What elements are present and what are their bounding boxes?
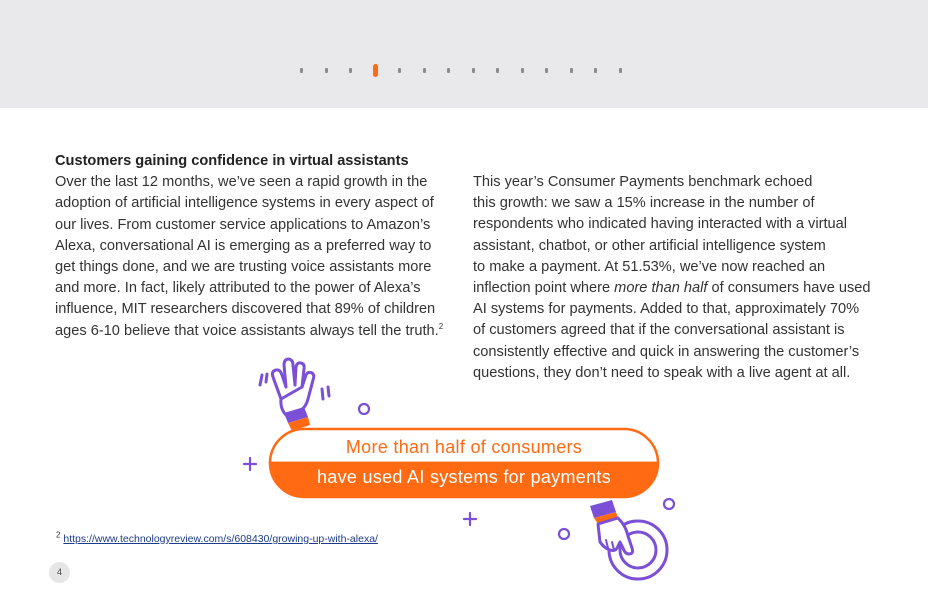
page-dot[interactable] (521, 68, 524, 73)
page-dot[interactable] (496, 68, 499, 73)
text-line: consistently effective and quick in answering the customer’s (473, 343, 860, 360)
footnote-number: 2 (56, 530, 61, 540)
text-line: inflection point where more than half of consumers have used (473, 280, 871, 297)
text-line: adoption of artificial intelligence systems in every aspect of (55, 195, 434, 212)
text-line: ages 6-10 believe that voice assistants always tell the truth.$^2$ (55, 321, 444, 339)
page-dot[interactable] (349, 68, 352, 73)
callout-banner (268, 427, 660, 499)
footnote (56, 530, 378, 545)
text-line: respondents who indicated having interacted with a virtual (473, 216, 847, 233)
top-banner (0, 0, 928, 108)
page-dot-active[interactable] (373, 64, 378, 77)
page-dot[interactable] (423, 68, 426, 73)
page-dot[interactable] (447, 68, 450, 73)
raised-hand-icon (256, 355, 338, 431)
page-dot[interactable] (472, 68, 475, 73)
page-dot[interactable] (619, 68, 622, 73)
decorative-plus-icon (462, 511, 478, 527)
text-line: Over the last 12 months, we’ve seen a rapid growth in the (55, 174, 428, 191)
page-dot[interactable] (545, 68, 548, 73)
text-line: this growth: we saw a 15% increase in the number of (473, 195, 815, 212)
text-line: and more. In fact, likely attributed to the power of Alexa’s (55, 280, 421, 297)
text-line: questions, they don’t need to speak with a live agent at all. (473, 364, 851, 381)
text-line: This year’s Consumer Payments benchmark echoed (473, 174, 813, 190)
text-line: get things done, and we are trusting voice assistants more (55, 259, 432, 276)
text-line: to make a payment. At 51.53%, we’ve now reached an (473, 258, 826, 275)
footnote-link[interactable]: https://www.technologyreview.com/s/608430/growing-up-with-alexa/ (63, 533, 378, 545)
section-heading: Customers gaining confidence in virtual assistants (55, 153, 409, 169)
page-dot[interactable] (300, 68, 303, 73)
text-line: assistant, chatbot, or other artificial intelligence system (473, 237, 826, 254)
left-paragraph (55, 172, 465, 342)
emphasis-text: more than half (614, 280, 708, 297)
text-line: Alexa, conversational AI is emerging as a preferred way to (55, 237, 432, 254)
text-line: influence, MIT researchers discovered that 89% of children (55, 301, 436, 318)
decorative-circle-icon (357, 402, 371, 416)
text-line: our lives. From customer service applications to Amazon’s (55, 216, 431, 233)
page-dot[interactable] (594, 68, 597, 73)
page-dot[interactable] (325, 68, 328, 73)
article-right-column (473, 172, 893, 384)
page-dot[interactable] (570, 68, 573, 73)
callout-line-1: More than half of consumers (345, 437, 583, 457)
decorative-plus-icon (242, 456, 258, 472)
page-dot[interactable] (398, 68, 401, 73)
text-line: AI systems for payments. Added to that, approximately 70% (473, 301, 860, 318)
footnote-reference: 2 (438, 321, 444, 331)
hand-pressing-button-icon (588, 496, 672, 584)
right-paragraph (473, 172, 893, 384)
page-number: 4 (49, 562, 70, 583)
text-line: of customers agreed that if the conversational assistant is (473, 322, 845, 339)
decorative-circle-icon (557, 527, 571, 541)
callout-line-2: have used AI systems for payments (316, 467, 612, 487)
article-left-column (55, 151, 465, 342)
